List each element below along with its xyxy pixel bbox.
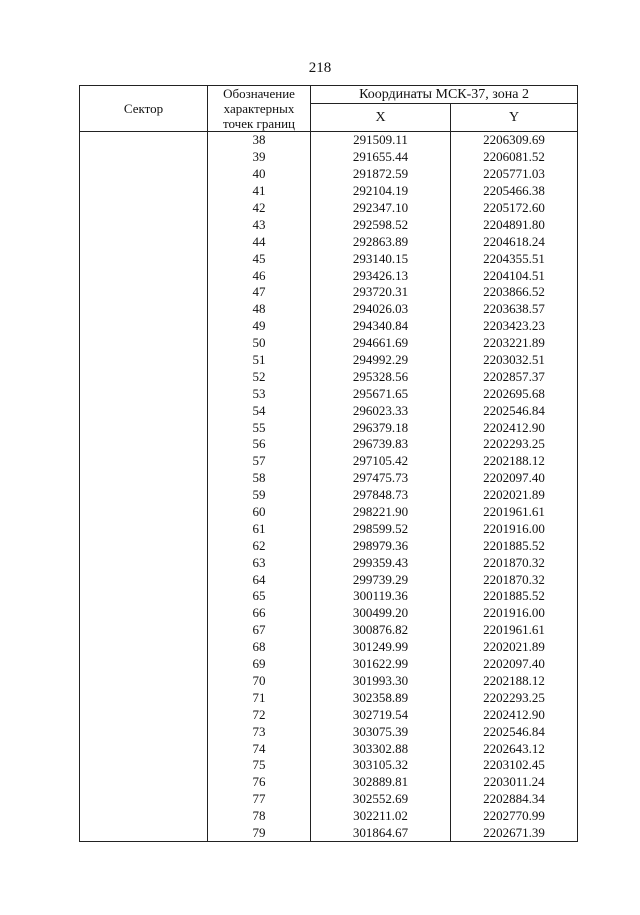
y-cell: 2201961.61 [451,504,578,521]
point-cell: 60 [208,504,311,521]
x-cell: 292598.52 [311,216,451,233]
x-cell: 302719.54 [311,706,451,723]
y-cell: 2203032.51 [451,352,578,369]
point-cell: 41 [208,183,311,200]
y-cell: 2205771.03 [451,166,578,183]
point-cell: 40 [208,166,311,183]
table-row [80,605,578,622]
table-row [80,706,578,723]
table-row [80,791,578,808]
header-x: X [311,104,451,132]
sector-cell [80,352,208,369]
header-point-label-line1: Обозначение [223,86,295,101]
table-row [80,689,578,706]
point-cell: 69 [208,656,311,673]
x-cell: 298599.52 [311,520,451,537]
point-cell: 51 [208,352,311,369]
sector-cell [80,419,208,436]
point-cell: 58 [208,470,311,487]
y-cell: 2206081.52 [451,149,578,166]
table-row [80,402,578,419]
x-cell: 301993.30 [311,673,451,690]
point-cell: 59 [208,487,311,504]
table-row [80,132,578,149]
table-row [80,216,578,233]
sector-cell [80,504,208,521]
point-cell: 56 [208,436,311,453]
point-cell: 53 [208,385,311,402]
sector-cell [80,216,208,233]
sector-cell [80,335,208,352]
x-cell: 303105.32 [311,757,451,774]
x-cell: 300876.82 [311,622,451,639]
sector-cell [80,318,208,335]
sector-cell [80,284,208,301]
y-cell: 2201885.52 [451,588,578,605]
table-row [80,757,578,774]
y-cell: 2203221.89 [451,335,578,352]
y-cell: 2201961.61 [451,622,578,639]
point-cell: 61 [208,520,311,537]
sector-cell [80,825,208,842]
y-cell: 2204618.24 [451,233,578,250]
point-cell: 43 [208,216,311,233]
y-cell: 2202857.37 [451,368,578,385]
point-cell: 64 [208,571,311,588]
table-row [80,537,578,554]
point-cell: 47 [208,284,311,301]
table-row [80,487,578,504]
sector-cell [80,554,208,571]
sector-cell [80,808,208,825]
point-cell: 46 [208,267,311,284]
y-cell: 2204104.51 [451,267,578,284]
sector-cell [80,487,208,504]
point-cell: 65 [208,588,311,605]
y-cell: 2202770.99 [451,808,578,825]
y-cell: 2202097.40 [451,656,578,673]
point-cell: 77 [208,791,311,808]
point-cell: 76 [208,774,311,791]
y-cell: 2203866.52 [451,284,578,301]
x-cell: 298979.36 [311,537,451,554]
x-cell: 291509.11 [311,132,451,149]
y-cell: 2201885.52 [451,537,578,554]
y-cell: 2202671.39 [451,825,578,842]
x-cell: 301864.67 [311,825,451,842]
table-row [80,267,578,284]
point-cell: 44 [208,233,311,250]
table-row [80,825,578,842]
sector-cell [80,723,208,740]
coordinates-table [79,85,578,842]
sector-cell [80,301,208,318]
sector-cell [80,740,208,757]
table-row [80,250,578,267]
x-cell: 303302.88 [311,740,451,757]
x-cell: 301622.99 [311,656,451,673]
sector-cell [80,149,208,166]
table-row [80,166,578,183]
sector-cell [80,774,208,791]
table-row [80,183,578,200]
y-cell: 2202695.68 [451,385,578,402]
point-cell: 67 [208,622,311,639]
point-cell: 63 [208,554,311,571]
table-row [80,318,578,335]
x-cell: 297105.42 [311,453,451,470]
y-cell: 2203638.57 [451,301,578,318]
table-row [80,554,578,571]
point-cell: 71 [208,689,311,706]
x-cell: 294340.84 [311,318,451,335]
table-row [80,284,578,301]
y-cell: 2202188.12 [451,673,578,690]
sector-cell [80,267,208,284]
x-cell: 296379.18 [311,419,451,436]
sector-cell [80,183,208,200]
x-cell: 294661.69 [311,335,451,352]
y-cell: 2202412.90 [451,706,578,723]
x-cell: 292104.19 [311,183,451,200]
x-cell: 292347.10 [311,200,451,217]
y-cell: 2203102.45 [451,757,578,774]
x-cell: 302552.69 [311,791,451,808]
point-cell: 73 [208,723,311,740]
table-row [80,385,578,402]
point-cell: 42 [208,200,311,217]
table-row [80,571,578,588]
x-cell: 293426.13 [311,267,451,284]
y-cell: 2202188.12 [451,453,578,470]
table-row [80,233,578,250]
x-cell: 302889.81 [311,774,451,791]
y-cell: 2202021.89 [451,487,578,504]
sector-cell [80,588,208,605]
sector-cell [80,368,208,385]
y-cell: 2202021.89 [451,639,578,656]
y-cell: 2202884.34 [451,791,578,808]
x-cell: 296023.33 [311,402,451,419]
table-row [80,656,578,673]
x-cell: 303075.39 [311,723,451,740]
point-cell: 38 [208,132,311,149]
page-number: 218 [308,60,332,76]
table-row [80,774,578,791]
x-cell: 293720.31 [311,284,451,301]
sector-cell [80,791,208,808]
y-cell: 2203011.24 [451,774,578,791]
point-cell: 54 [208,402,311,419]
sector-cell [80,689,208,706]
point-cell: 75 [208,757,311,774]
header-y: Y [451,104,578,132]
point-cell: 50 [208,335,311,352]
x-cell: 296739.83 [311,436,451,453]
sector-cell [80,571,208,588]
table-row [80,368,578,385]
sector-cell [80,385,208,402]
sector-cell [80,402,208,419]
y-cell: 2205466.38 [451,183,578,200]
sector-cell [80,706,208,723]
x-cell: 295328.56 [311,368,451,385]
point-cell: 52 [208,368,311,385]
table-row [80,588,578,605]
point-cell: 66 [208,605,311,622]
point-cell: 72 [208,706,311,723]
y-cell: 2202546.84 [451,723,578,740]
header-sector: Сектор [80,86,208,132]
y-cell: 2203423.23 [451,318,578,335]
x-cell: 294026.03 [311,301,451,318]
y-cell: 2202643.12 [451,740,578,757]
sector-cell [80,453,208,470]
y-cell: 2202546.84 [451,402,578,419]
x-cell: 302211.02 [311,808,451,825]
y-cell: 2201916.00 [451,520,578,537]
point-cell: 48 [208,301,311,318]
table-row [80,352,578,369]
header-point-label-line2: характерных [223,101,295,116]
point-cell: 62 [208,537,311,554]
table-row [80,301,578,318]
sector-cell [80,656,208,673]
x-cell: 300119.36 [311,588,451,605]
header-point-label [208,86,311,132]
y-cell: 2206309.69 [451,132,578,149]
sector-cell [80,436,208,453]
table-row [80,622,578,639]
x-cell: 297475.73 [311,470,451,487]
header-coordinates: Координаты МСК-37, зона 2 [311,86,578,104]
sector-cell [80,622,208,639]
point-cell: 45 [208,250,311,267]
table-row [80,740,578,757]
y-cell: 2205172.60 [451,200,578,217]
y-cell: 2202293.25 [451,689,578,706]
sector-cell [80,200,208,217]
point-cell: 55 [208,419,311,436]
header-point-label-line3: точек границ [222,116,296,131]
sector-cell [80,605,208,622]
point-cell: 68 [208,639,311,656]
table-row [80,453,578,470]
sector-cell [80,250,208,267]
sector-cell [80,470,208,487]
table-row [80,419,578,436]
table-row [80,520,578,537]
point-cell: 70 [208,673,311,690]
x-cell: 291872.59 [311,166,451,183]
y-cell: 2202412.90 [451,419,578,436]
sector-cell [80,673,208,690]
point-cell: 78 [208,808,311,825]
table-row [80,149,578,166]
x-cell: 295671.65 [311,385,451,402]
sector-cell [80,639,208,656]
x-cell: 302358.89 [311,689,451,706]
table-row [80,723,578,740]
sector-cell [80,132,208,149]
x-cell: 292863.89 [311,233,451,250]
table-row [80,200,578,217]
point-cell: 79 [208,825,311,842]
x-cell: 298221.90 [311,504,451,521]
y-cell: 2201916.00 [451,605,578,622]
sector-cell [80,757,208,774]
sector-cell [80,166,208,183]
point-cell: 74 [208,740,311,757]
y-cell: 2204891.80 [451,216,578,233]
x-cell: 293140.15 [311,250,451,267]
x-cell: 291655.44 [311,149,451,166]
y-cell: 2201870.32 [451,554,578,571]
point-cell: 49 [208,318,311,335]
table-row [80,436,578,453]
table-row [80,504,578,521]
sector-cell [80,537,208,554]
x-cell: 300499.20 [311,605,451,622]
table-body [80,132,578,842]
y-cell: 2202293.25 [451,436,578,453]
y-cell: 2201870.32 [451,571,578,588]
sector-cell [80,233,208,250]
table-row [80,335,578,352]
table-row [80,808,578,825]
y-cell: 2204355.51 [451,250,578,267]
y-cell: 2202097.40 [451,470,578,487]
x-cell: 294992.29 [311,352,451,369]
table-row [80,470,578,487]
x-cell: 301249.99 [311,639,451,656]
sector-cell [80,520,208,537]
point-cell: 57 [208,453,311,470]
table-row [80,673,578,690]
table-row [80,639,578,656]
x-cell: 297848.73 [311,487,451,504]
x-cell: 299739.29 [311,571,451,588]
table-header [80,86,578,132]
point-cell: 39 [208,149,311,166]
x-cell: 299359.43 [311,554,451,571]
